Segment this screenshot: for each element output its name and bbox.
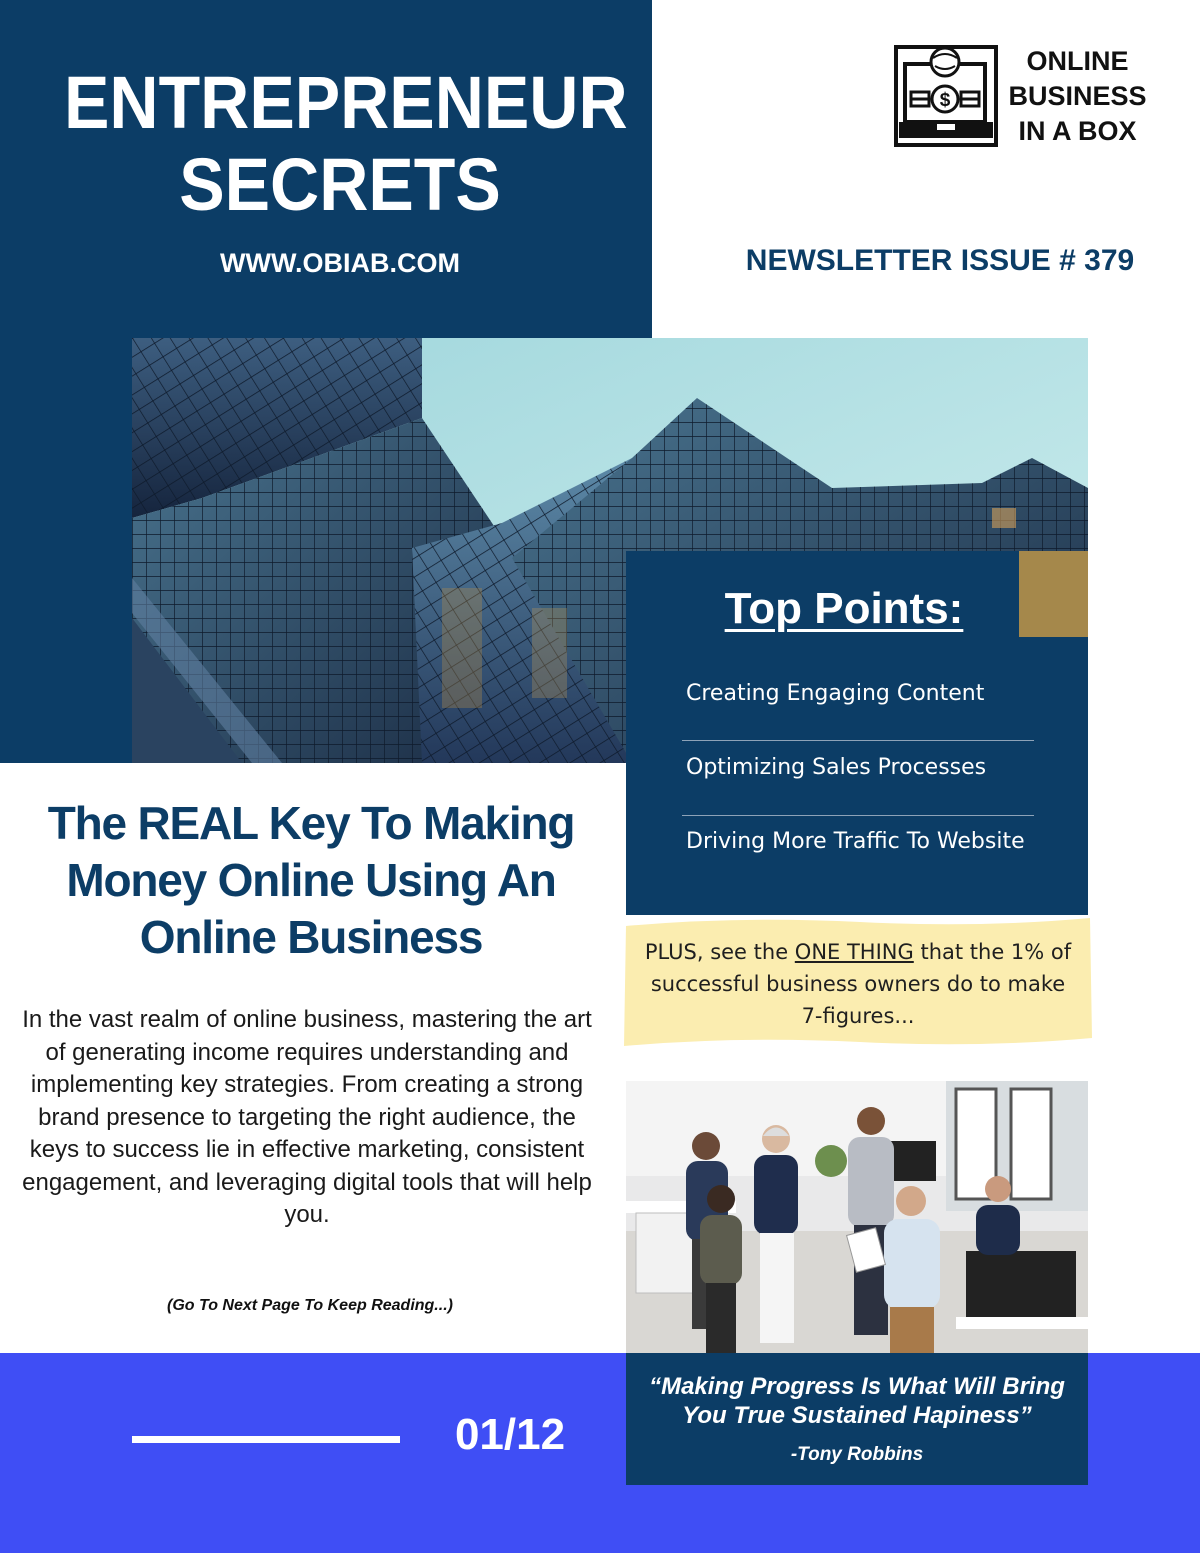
title-line-1: ENTREPRENEUR [64, 61, 628, 144]
article-headline: The REAL Key To Making Money Online Using An Online Business [47, 797, 575, 963]
top-points-title: Top Points: [724, 584, 964, 633]
continue-reading-note: (Go To Next Page To Keep Reading...) [167, 1297, 453, 1314]
callout-before: PLUS, see the [644, 940, 795, 964]
quote-text: “Making Progress Is What Will Bring You True Sustained Hapiness” [649, 1373, 1065, 1429]
website-url[interactable]: WWW.OBIAB.COM [220, 248, 460, 278]
brand-name [1005, 44, 1150, 149]
quote-author: -Tony Robbins [790, 1444, 924, 1465]
article-body: In the vast realm of online business, mastering the art of generating income requires understanding and implementing key strategies. From creating a strong brand presence to targeting the right audience, the keys to success lie in effective marketing, consistent engagement, and leveraging digital tools that will help you. [22, 1006, 592, 1228]
brand-line-2: BUSINESS [1008, 81, 1147, 111]
newsletter-title [64, 61, 628, 226]
svg-text:$: $ [939, 90, 951, 111]
divider [682, 740, 1034, 741]
top-point-item: Driving More Traffic To Website [686, 829, 1025, 854]
footer-divider-line [132, 1436, 400, 1443]
callout-highlight-text: ONE THING [794, 940, 914, 964]
divider [682, 815, 1034, 816]
laptop-dollar-logo-icon [893, 44, 999, 148]
header-panel-extension [0, 338, 132, 763]
office-team-photo [626, 1081, 1088, 1353]
issue-number: NEWSLETTER ISSUE # 379 [745, 244, 1135, 277]
top-point-item: Creating Engaging Content [686, 681, 985, 706]
callout-text [640, 936, 1076, 1032]
page-number: 01/12 [454, 1410, 566, 1459]
brand-line-1: ONLINE [1026, 46, 1129, 76]
title-line-2: SECRETS [179, 143, 501, 226]
callout-after: that the 1% of successful business owners do to make 7-figures... [650, 940, 1072, 1028]
top-point-item: Optimizing Sales Processes [686, 755, 987, 780]
brand-line-3: IN A BOX [1018, 116, 1137, 146]
